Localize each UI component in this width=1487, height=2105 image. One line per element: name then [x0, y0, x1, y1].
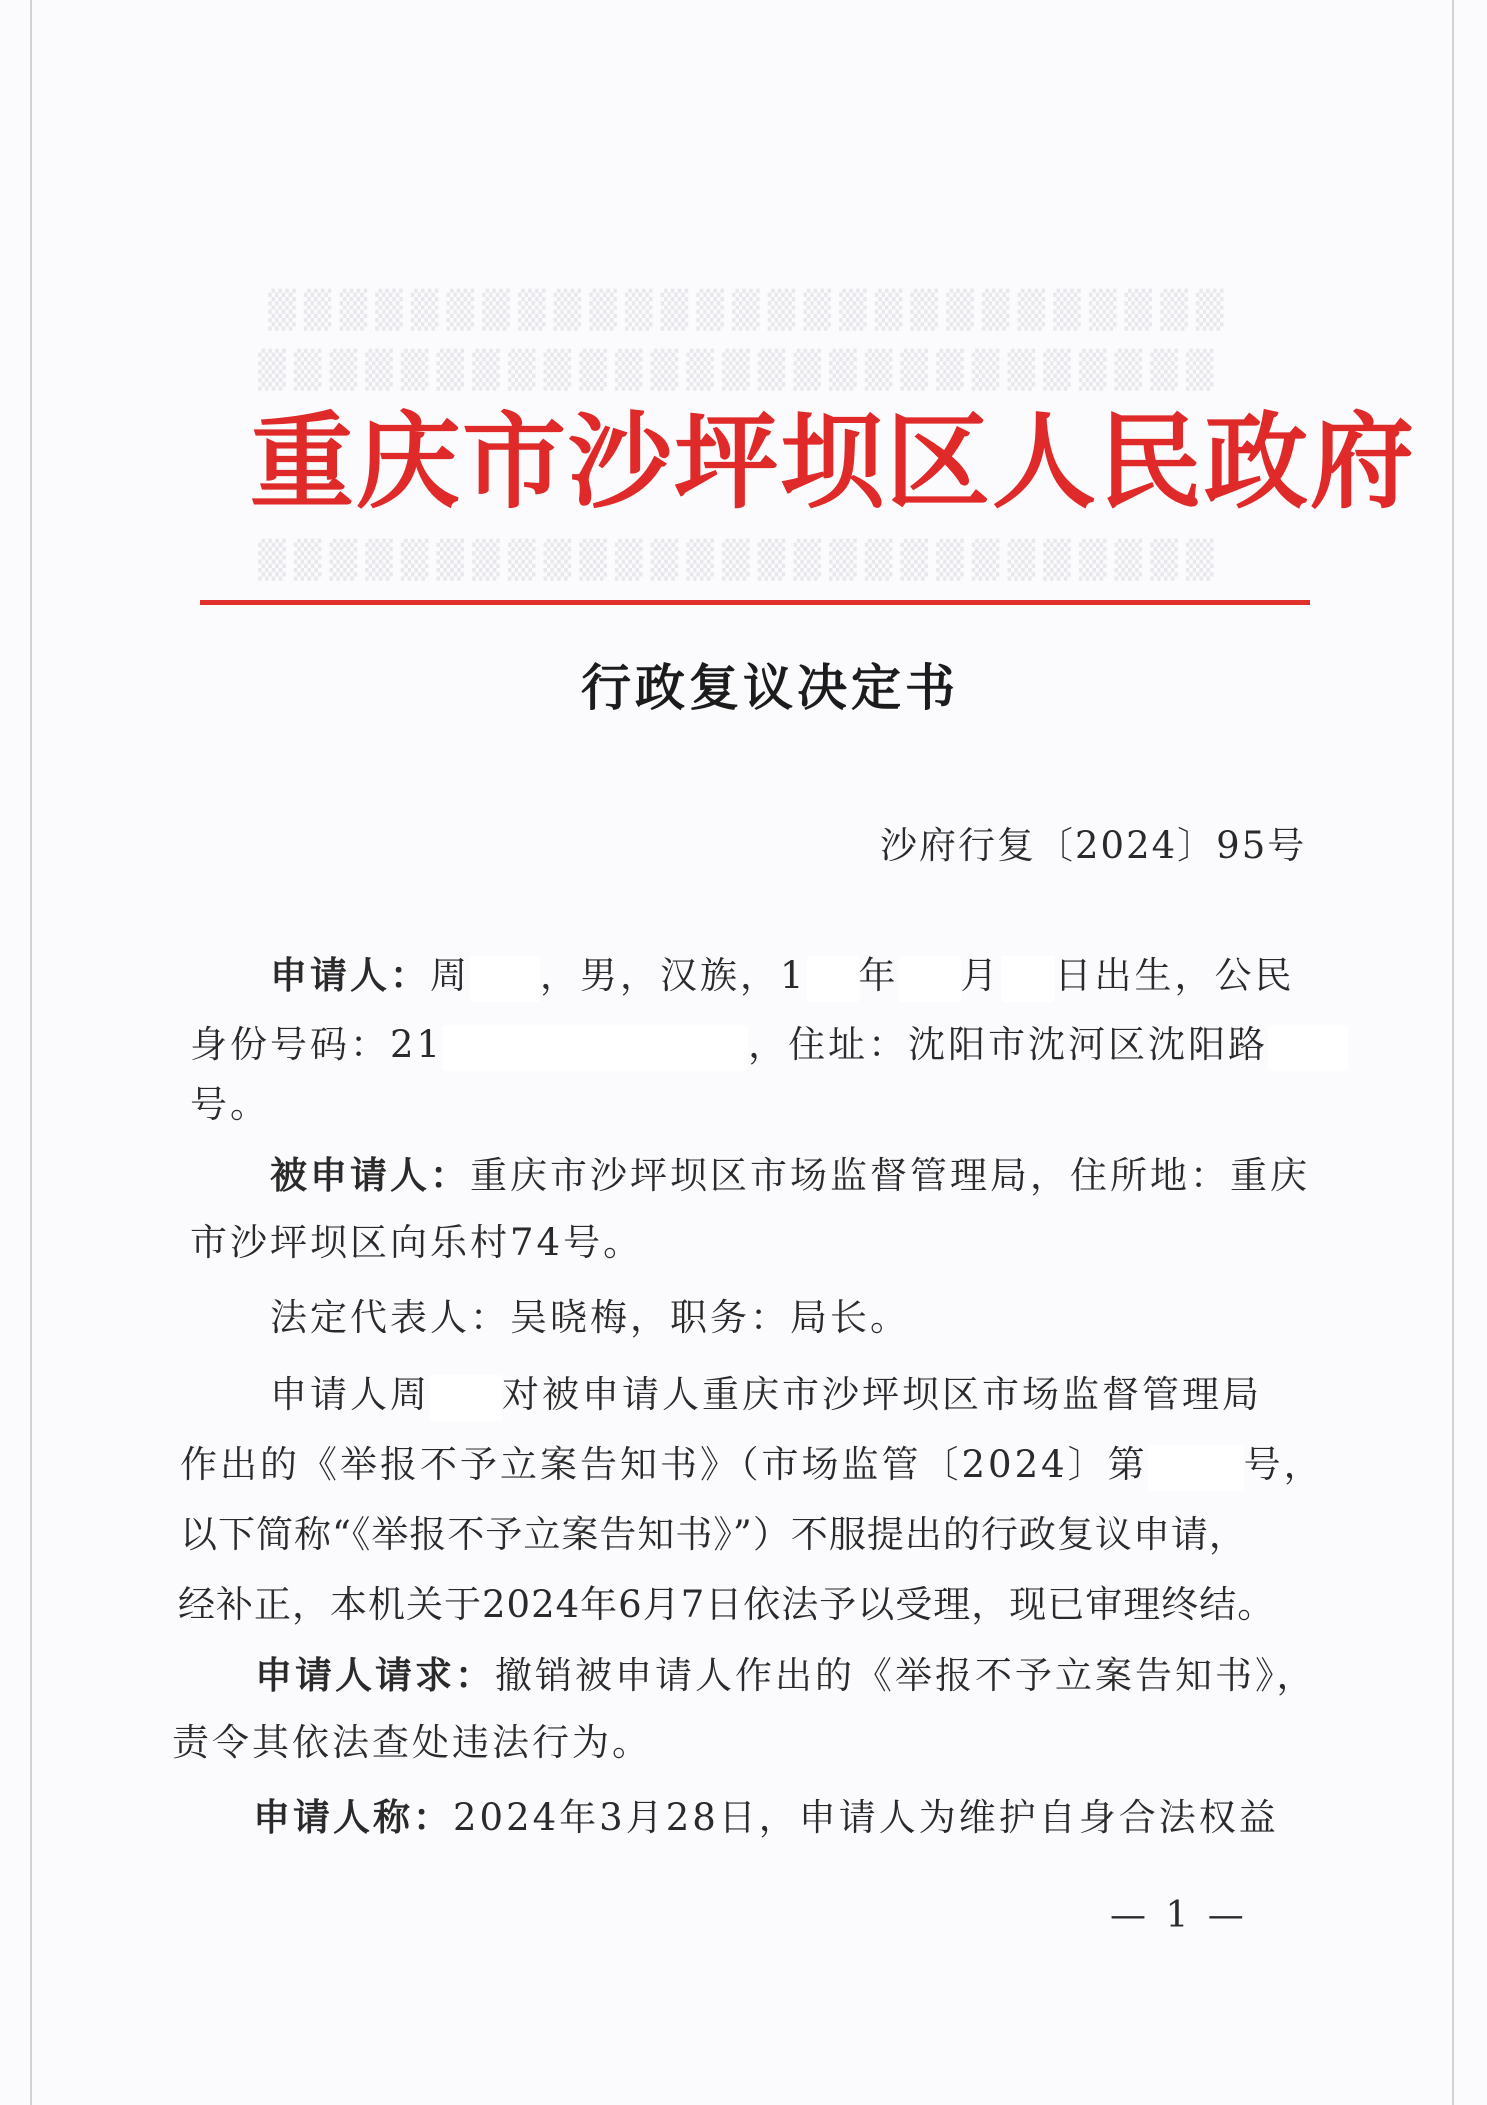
intro-text: 号， — [1243, 1443, 1324, 1486]
claim-text: 2024年3月28日，申请人为维护自身合法权益 — [453, 1796, 1279, 1839]
intro-line-3: 以下简称“《举报不予立案告知书》”）不服提出的行政复议申请， — [180, 1513, 1247, 1556]
redaction-box — [1268, 1025, 1348, 1071]
intro-line-1 — [270, 1370, 1262, 1421]
respondent-text: 重庆市沙坪坝区市场监督管理局，住所地：重庆 — [470, 1154, 1310, 1197]
redaction-box — [1001, 956, 1055, 1002]
applicant-text: 身份号码：21 — [190, 1023, 444, 1066]
applicant-line-1 — [270, 950, 1295, 1002]
redaction-box — [807, 956, 859, 1002]
document-title: 行政复议决定书 — [581, 658, 959, 717]
applicant-text: 月 — [960, 954, 1001, 997]
applicant-line-3: 号。 — [190, 1083, 270, 1126]
intro-text: 申请人周 — [270, 1373, 430, 1416]
redaction-box — [1148, 1445, 1244, 1491]
red-header-rule — [200, 600, 1310, 605]
legal-representative: 法定代表人：吴晓梅，职务：局长。 — [270, 1296, 910, 1339]
intro-text: 对被申请人重庆市沙坪坝区市场监督管理局 — [502, 1373, 1262, 1416]
applicant-label: 申请人： — [270, 953, 430, 997]
applicant-text: ，男，汉族，1 — [540, 954, 807, 997]
scan-edge-left — [30, 0, 32, 2105]
scan-edge-right — [1452, 0, 1454, 2105]
claim-line-1 — [253, 1792, 1279, 1843]
request-text: 撤销被申请人作出的《举报不予立案告知书》， — [495, 1654, 1317, 1697]
respondent-label: 被申请人： — [270, 1153, 470, 1197]
applicant-text: 年 — [858, 954, 899, 997]
applicant-text: 周 — [430, 954, 470, 997]
issuing-authority-title: 重庆市沙坪坝区人民政府 — [250, 400, 1417, 523]
applicant-text: ，住址：沈阳市沈河区沈阳路 — [748, 1023, 1269, 1066]
claim-label: 申请人称： — [253, 1795, 453, 1839]
page-number: — 1 — — [1110, 1895, 1248, 1936]
redaction-box — [430, 1375, 502, 1421]
redaction-box — [443, 1025, 748, 1071]
bleed-through-texture: ▒▒▒▒▒▒▒▒▒▒▒▒▒▒▒▒▒▒▒▒▒▒▒▒▒▒▒ — [250, 350, 1214, 391]
respondent-line-2: 市沙坪坝区向乐村74号。 — [190, 1221, 644, 1264]
intro-line-4: 经补正，本机关于2024年6月7日依法予以受理，现已审理终结。 — [178, 1583, 1276, 1626]
request-line-2: 责令其依法查处违法行为。 — [172, 1721, 652, 1764]
bleed-through-texture: ▒▒▒▒▒▒▒▒▒▒▒▒▒▒▒▒▒▒▒▒▒▒▒▒▒▒▒ — [250, 540, 1214, 581]
applicant-line-2 — [190, 1020, 1348, 1071]
document-number: 沙府行复〔2024〕95号 — [880, 824, 1307, 867]
intro-line-2 — [180, 1440, 1324, 1491]
request-label: 申请人请求： — [255, 1653, 495, 1697]
redaction-box — [899, 956, 961, 1002]
bleed-through-texture: ▒▒▒▒▒▒▒▒▒▒▒▒▒▒▒▒▒▒▒▒▒▒▒▒▒▒▒ — [260, 290, 1224, 331]
respondent-line-1 — [270, 1150, 1310, 1201]
applicant-text: 日出生，公民 — [1054, 954, 1295, 997]
request-line-1 — [255, 1650, 1317, 1701]
intro-text: 作出的《举报不予立案告知书》（市场监管〔2024〕第 — [180, 1443, 1148, 1486]
redaction-box — [470, 956, 540, 1002]
